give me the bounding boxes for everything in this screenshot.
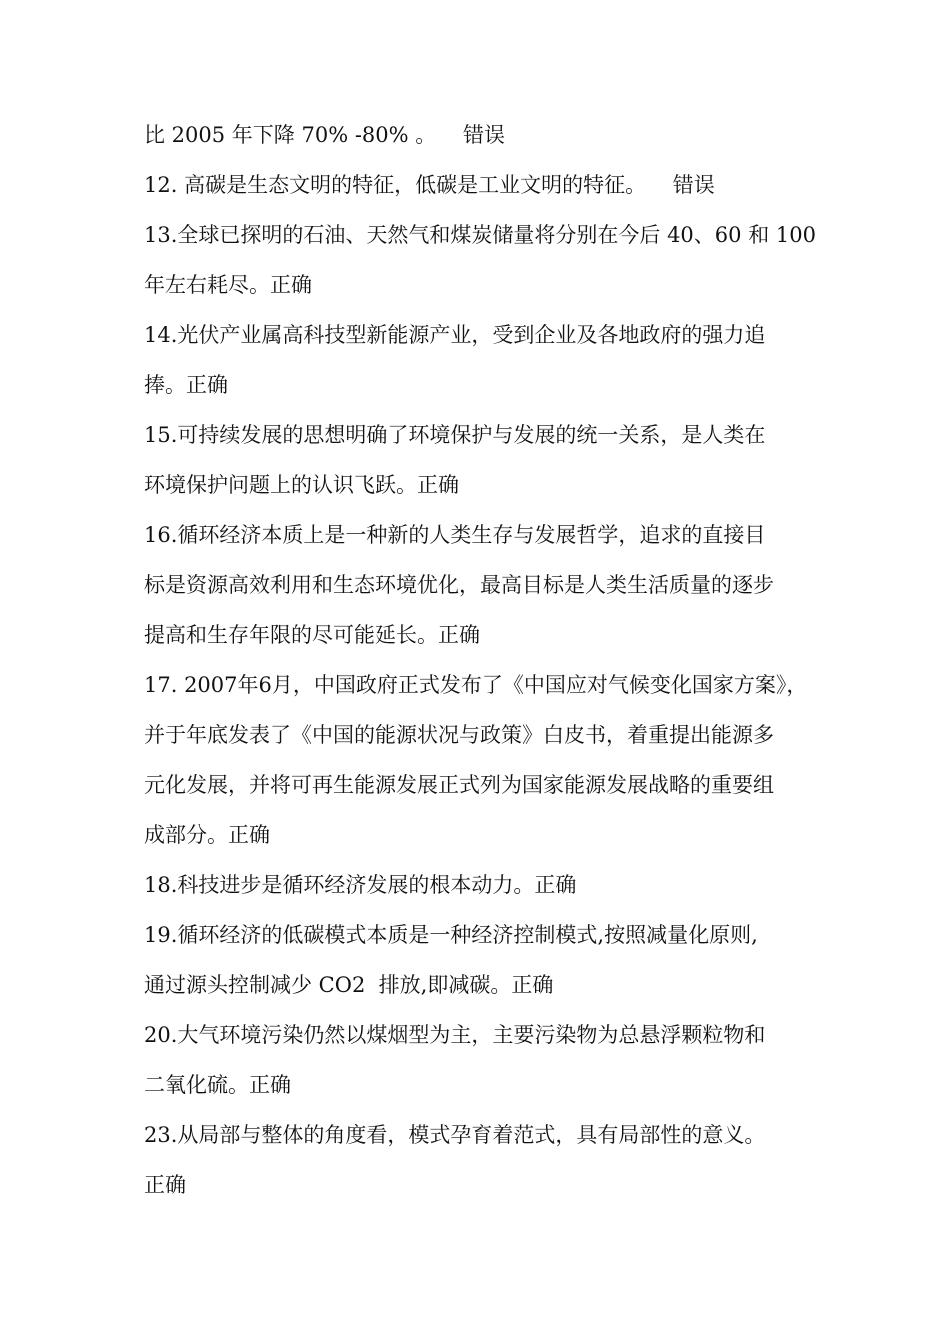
text-line: 14.光伏产业属高科技型新能源产业，受到企业及各地政府的强力追 bbox=[144, 323, 766, 347]
text-line: 提高和生存年限的尽可能延长。正确 bbox=[144, 623, 480, 647]
text-line: 20.大气环境污染仍然以煤烟型为主，主要污染物为总悬浮颗粒物和 bbox=[144, 1023, 766, 1047]
text-line: 18.科技进步是循环经济发展的根本动力。正确 bbox=[144, 873, 577, 897]
text-line: 23.从局部与整体的角度看，模式孕育着范式，具有局部性的意义。 bbox=[144, 1123, 766, 1147]
text-line: 二氧化硫。正确 bbox=[144, 1073, 291, 1097]
text-line: 19.循环经济的低碳模式本质是一种经济控制模式,按照减量化原则, bbox=[144, 923, 758, 947]
text-line: 环境保护问题上的认识飞跃。正确 bbox=[144, 473, 459, 497]
text-line: 正确 bbox=[144, 1173, 186, 1197]
text-line: 标是资源高效利用和生态环境优化，最高目标是人类生活质量的逐步 bbox=[144, 573, 774, 597]
text-line: 元化发展，并将可再生能源发展正式列为国家能源发展战略的重要组 bbox=[144, 773, 774, 797]
text-line: 16.循环经济本质上是一种新的人类生存与发展哲学，追求的直接目 bbox=[144, 523, 766, 547]
document-body bbox=[144, 110, 814, 1210]
text-line: 13.全球已探明的石油、天然气和煤炭储量将分别在今后 40、60 和 100 bbox=[144, 223, 816, 247]
text-line: 成部分。正确 bbox=[144, 823, 270, 847]
text-line: 并于年底发表了《中国的能源状况与政策》白皮书，着重提出能源多 bbox=[144, 723, 774, 747]
text-line: 捧。正确 bbox=[144, 373, 228, 397]
text-line: 17. 2007年6月，中国政府正式发布了《中国应对气候变化国家方案》， bbox=[144, 673, 808, 697]
text-line: 比 2005 年下降 70% -80% 。 错误 bbox=[144, 123, 505, 147]
text-line: 15.可持续发展的思想明确了环境保护与发展的统一关系，是人类在 bbox=[144, 423, 766, 447]
text-line: 年左右耗尽。正确 bbox=[144, 273, 312, 297]
text-line: 通过源头控制减少 CO2 排放,即减碳。正确 bbox=[144, 973, 554, 997]
text-line: 12. 高碳是生态文明的特征，低碳是工业文明的特征。 错误 bbox=[144, 173, 715, 197]
